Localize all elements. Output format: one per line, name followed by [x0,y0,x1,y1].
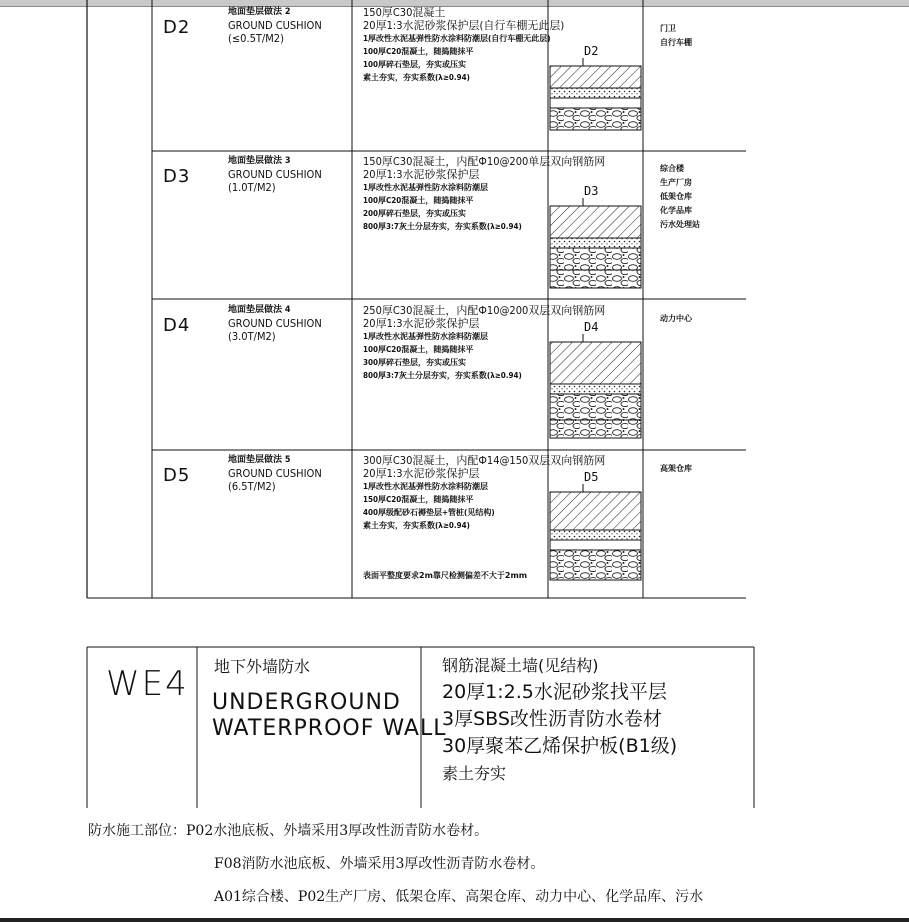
floor-uses: 门卫 自行车棚 [660,24,692,47]
floor-note: 表面平整度要求2m靠尺检测偏差不大于2mm [363,571,528,580]
floor-code: D2 [163,17,191,38]
diagram-label: D2 [584,44,599,58]
diagram-label: D3 [584,184,599,198]
floor-uses: 高架仓库 [660,464,692,473]
wall-title-en: UNDERGROUND WATERPROOF WALL [212,690,447,741]
wall-layers: 钢筋混凝土墙(见结构) 20厚1:2.5水泥砂浆找平层 3厚SBS改性沥青防水卷材 30厚聚苯乙烯保护板(B1级) 素土夯实 [442,656,678,783]
notes-label: 防水施工部位： [88,823,186,839]
floor-title: 地面垫层做法 2 GROUND CUSHION (≤0.5T/M2) [228,7,322,45]
floor-layers: 300厚C30混凝土，内配Ф14@150双层双向钢筋网 20厚1:3水泥砂浆保护层 1厚改性水泥基弹性防水涂料防潮层 150厚C20混凝土，随捣随抹平 400厚级配砂石褥垫层+管桩(见结构) 素土夯实，夯实系数(λ≥0.94) [363,454,606,530]
waterproof-notes [88,815,703,914]
floor-layers: 150厚C30混凝土，内配Ф10@200单层双向钢筋网 20厚1:3水泥砂浆保护层 1厚改性水泥基弹性防水涂料防潮层 100厚C20混凝土，随捣随抹平 200厚碎石垫层，夯实或压实 800厚3:7灰土分层夯实，夯实系数(λ≥0.94) [363,155,606,231]
bottom-edge [0,918,909,922]
notes-line: A01综合楼、P02生产厂房、低架仓库、高架仓库、动力中心、化学品库、污水 [214,889,704,905]
floor-code: D3 [163,166,191,187]
diagram-label: D4 [584,320,599,334]
floor-code: D5 [163,465,191,486]
floor-code: D4 [163,315,191,336]
notes-line: P02水池底板、外墙采用3厚改性沥青防水卷材。 [186,823,489,839]
floor-layers: 150厚C30混凝土 20厚1:3水泥砂浆保护层(自行车棚无此层) 1厚改性水泥基弹性防水涂料防潮层(自行车棚无此层) 100厚C20混凝土，随捣随抹平 100厚碎石垫层，夯实或压实 素土夯实，夯实系数(λ≥0.94) [363,6,565,82]
floor-layers: 250厚C30混凝土，内配Ф10@200双层双向钢筋网 20厚1:3水泥砂浆保护层 1厚改性水泥基弹性防水涂料防潮层 100厚C20混凝土，随捣随抹平 300厚碎石垫层，夯实或压实 800厚3:7灰土分层夯实，夯实系数(λ≥0.94) [363,304,606,380]
floor-uses: 动力中心 [660,314,692,323]
floor-uses: 综合楼 生产厂房 低架仓库 化学品库 污水处理站 [660,164,700,229]
diagram-label: D5 [584,470,599,484]
wall-title-cn: 地下外墙防水 [214,657,311,676]
wall-code: WE4 [106,664,189,704]
notes-line: F08消防水池底板、外墙采用3厚改性沥青防水卷材。 [214,856,545,872]
floor-title: 地面垫层做法 3 GROUND CUSHION (1.0T/M2) [228,156,322,194]
floor-title: 地面垫层做法 4 GROUND CUSHION (3.0T/M2) [228,305,322,343]
floor-title: 地面垫层做法 5 GROUND CUSHION (6.5T/M2) [228,455,322,493]
